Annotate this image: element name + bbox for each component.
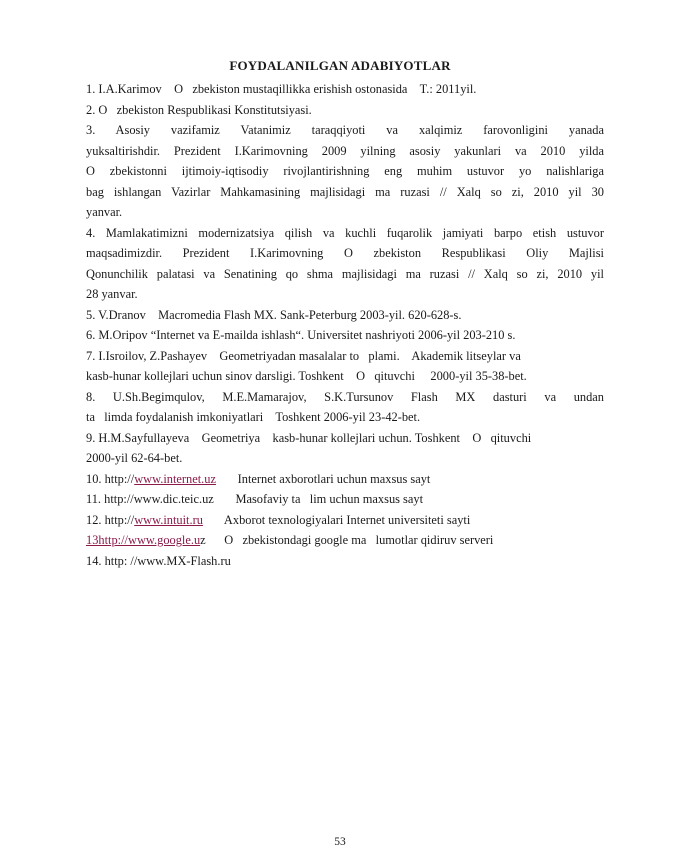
page-title: FOYDALANILGAN ADABIYOTLAR [229, 58, 451, 73]
reference-line [86, 366, 604, 387]
reference-text: 11. http://www.dic.teic.uz Masofaviy ta lim uchun maxsus sayt [86, 492, 424, 506]
reference-line [86, 243, 604, 264]
reference-link[interactable]: www.intuit.ru [134, 512, 203, 527]
reference-text: 14. http: //www.MX-Flash.ru [86, 553, 231, 568]
reference-text: Qonunchilik palatasi va Senatining qo shma majlisidagi ma ruzasi // Xalq so zi, 2010 yil [86, 266, 604, 281]
reference-text: ta limda foydalanish imkoniyatlari Toshkent 2006-yil 23-42-bet. [86, 410, 421, 424]
reference-link[interactable]: www.internet.uz [134, 471, 216, 486]
reference-line [86, 182, 604, 203]
reference-text: 5. V.Dranov Macromedia Flash MX. Sank-Peterburg 2003-yil. 620-628-s. [86, 307, 462, 322]
reference-text-after-link: z O zbekistondagi google ma lumotlar qidiruv serveri [200, 533, 494, 547]
reference-text: 9. H.M.Sayfullayeva Geometriya kasb-hunar kollejlari uchun. Toshkent O qituvchi [86, 430, 532, 445]
reference-line [86, 161, 604, 182]
reference-line [86, 202, 604, 223]
reference-text: 2000-yil 62-64-bet. [86, 451, 183, 465]
reference-line [86, 264, 604, 285]
reference-list [86, 79, 604, 571]
reference-text: 10. http:// [86, 471, 135, 486]
reference-link[interactable]: 13http://www.google.u [86, 533, 201, 547]
reference-line [86, 448, 604, 469]
reference-text: 7. I.Isroilov, Z.Pashayev Geometriyadan masalalar to plami. Akademik litseylar va [86, 348, 521, 363]
reference-text: maqsadimizdir. Prezident I.Karimovning O zbekiston Respublikasi Oliy Majlisi [86, 246, 604, 260]
reference-text: 1. I.A.Karimov O zbekiston mustaqillikka erishish ostonasida T.: 2011yil. [86, 82, 477, 96]
reference-line [86, 489, 604, 510]
reference-line [86, 428, 604, 449]
reference-text: 8. U.Sh.Begimqulov, M.E.Mamarajov, S.K.Tursunov Flash MX dasturi va undan [86, 389, 604, 404]
reference-line [86, 387, 604, 408]
reference-line [86, 469, 604, 490]
reference-text: 2. O zbekiston Respublikasi Konstitutsiyasi. [86, 102, 312, 117]
reference-text: yanvar. [86, 205, 123, 219]
reference-line [86, 284, 604, 305]
reference-line [86, 530, 604, 551]
reference-line [86, 223, 604, 244]
reference-text: 4. Mamlakatimizni modernizatsiya qilish va kuchli fuqarolik jamiyati barpo etish ustuvor [86, 225, 604, 240]
reference-line [86, 120, 604, 141]
reference-text: 3. Asosiy vazifamiz Vatanimiz taraqqiyoti va xalqimiz farovonligini yanada [86, 123, 604, 137]
reference-text: 6. M.Oripov “Internet va E-mailda ishlash“. Universitet nashriyoti 2006-yil 203-210 s. [86, 328, 516, 342]
reference-text: 28 yanvar. [86, 287, 138, 301]
page-number: 53 [334, 836, 346, 848]
reference-line [86, 79, 604, 100]
reference-line [86, 141, 604, 162]
reference-line [86, 100, 604, 121]
reference-line [86, 305, 604, 326]
reference-line [86, 325, 604, 346]
reference-text: yuksaltirishdir. Prezident I.Karimovning 2009 yilning asosiy yakunlari va 2010 yilda [86, 143, 604, 158]
reference-text: 12. http:// [86, 512, 135, 527]
reference-text: O zbekistonni ijtimoiy-iqtisodiy rivojlantirishning eng muhim ustuvor yo nalishlariga [86, 164, 604, 178]
reference-text-after-link: Internet axborotlari uchun maxsus sayt [215, 471, 431, 486]
reference-text: kasb-hunar kollejlari uchun sinov darsligi. Toshkent O qituvchi 2000-yil 35-38-bet. [86, 369, 527, 383]
reference-text: bag ishlangan Vazirlar Mahkamasining majlisidagi ma ruzasi // Xalq so zi, 2010 yil 30 [86, 184, 604, 199]
reference-line [86, 346, 604, 367]
reference-line [86, 407, 604, 428]
reference-line [86, 551, 604, 572]
reference-text-after-link: Axborot texnologiyalari Internet universiteti sayti [202, 512, 471, 527]
reference-line [86, 510, 604, 531]
